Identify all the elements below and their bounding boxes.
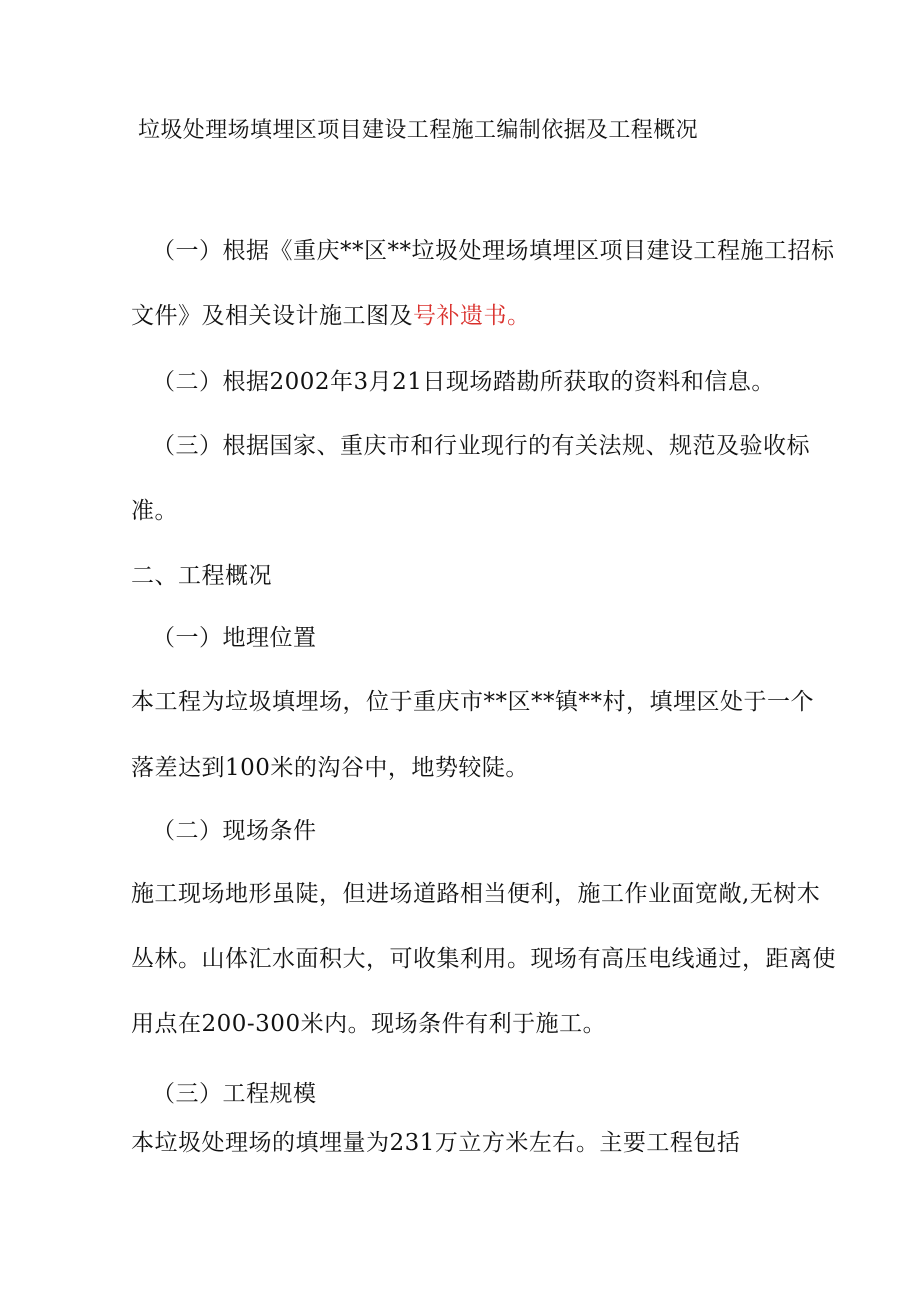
section-2-heading: 二、工程概况	[131, 563, 272, 589]
scale-line-1: 本垃圾处理场的填埋量为231万立方米左右。主要工程包括	[131, 1130, 741, 1156]
geography-line-2: 落差达到100米的沟谷中，地势较陡。	[131, 755, 529, 781]
addendum-reference-highlight: 号补遗书。	[413, 303, 531, 329]
basis-item-3-line-1: （三）根据国家、重庆市和行业现行的有关法规、规范及验收标	[152, 433, 810, 459]
basis-item-3-line-2: 准。	[131, 498, 178, 524]
site-conditions-heading: （二）现场条件	[152, 818, 317, 844]
basis-item-1-text: 文件》及相关设计施工图及	[131, 303, 413, 329]
site-conditions-line-1: 施工现场地形虽陡，但进场道路相当便利，施工作业面宽敞,无树木	[131, 881, 821, 907]
document-title: 垃圾处理场填埋区项目建设工程施工编制依据及工程概况	[138, 118, 699, 143]
basis-item-1-line-1: （一）根据《重庆**区**垃圾处理场填埋区项目建设工程施工招标	[152, 238, 835, 264]
scale-heading: （三）工程规模	[152, 1081, 317, 1107]
site-conditions-line-2: 丛林。山体汇水面积大，可收集利用。现场有高压电线通过，距离使	[131, 946, 836, 972]
site-conditions-line-3: 用点在200-300米内。现场条件有利于施工。	[131, 1011, 607, 1037]
basis-item-2: （二）根据2002年3月21日现场踏勘所获取的资料和信息。	[152, 369, 775, 395]
geography-line-1: 本工程为垃圾填埋场，位于重庆市**区**镇**村，填埋区处于一个	[131, 689, 814, 715]
basis-item-1-line-2	[131, 302, 531, 330]
geography-heading: （一）地理位置	[152, 625, 317, 651]
